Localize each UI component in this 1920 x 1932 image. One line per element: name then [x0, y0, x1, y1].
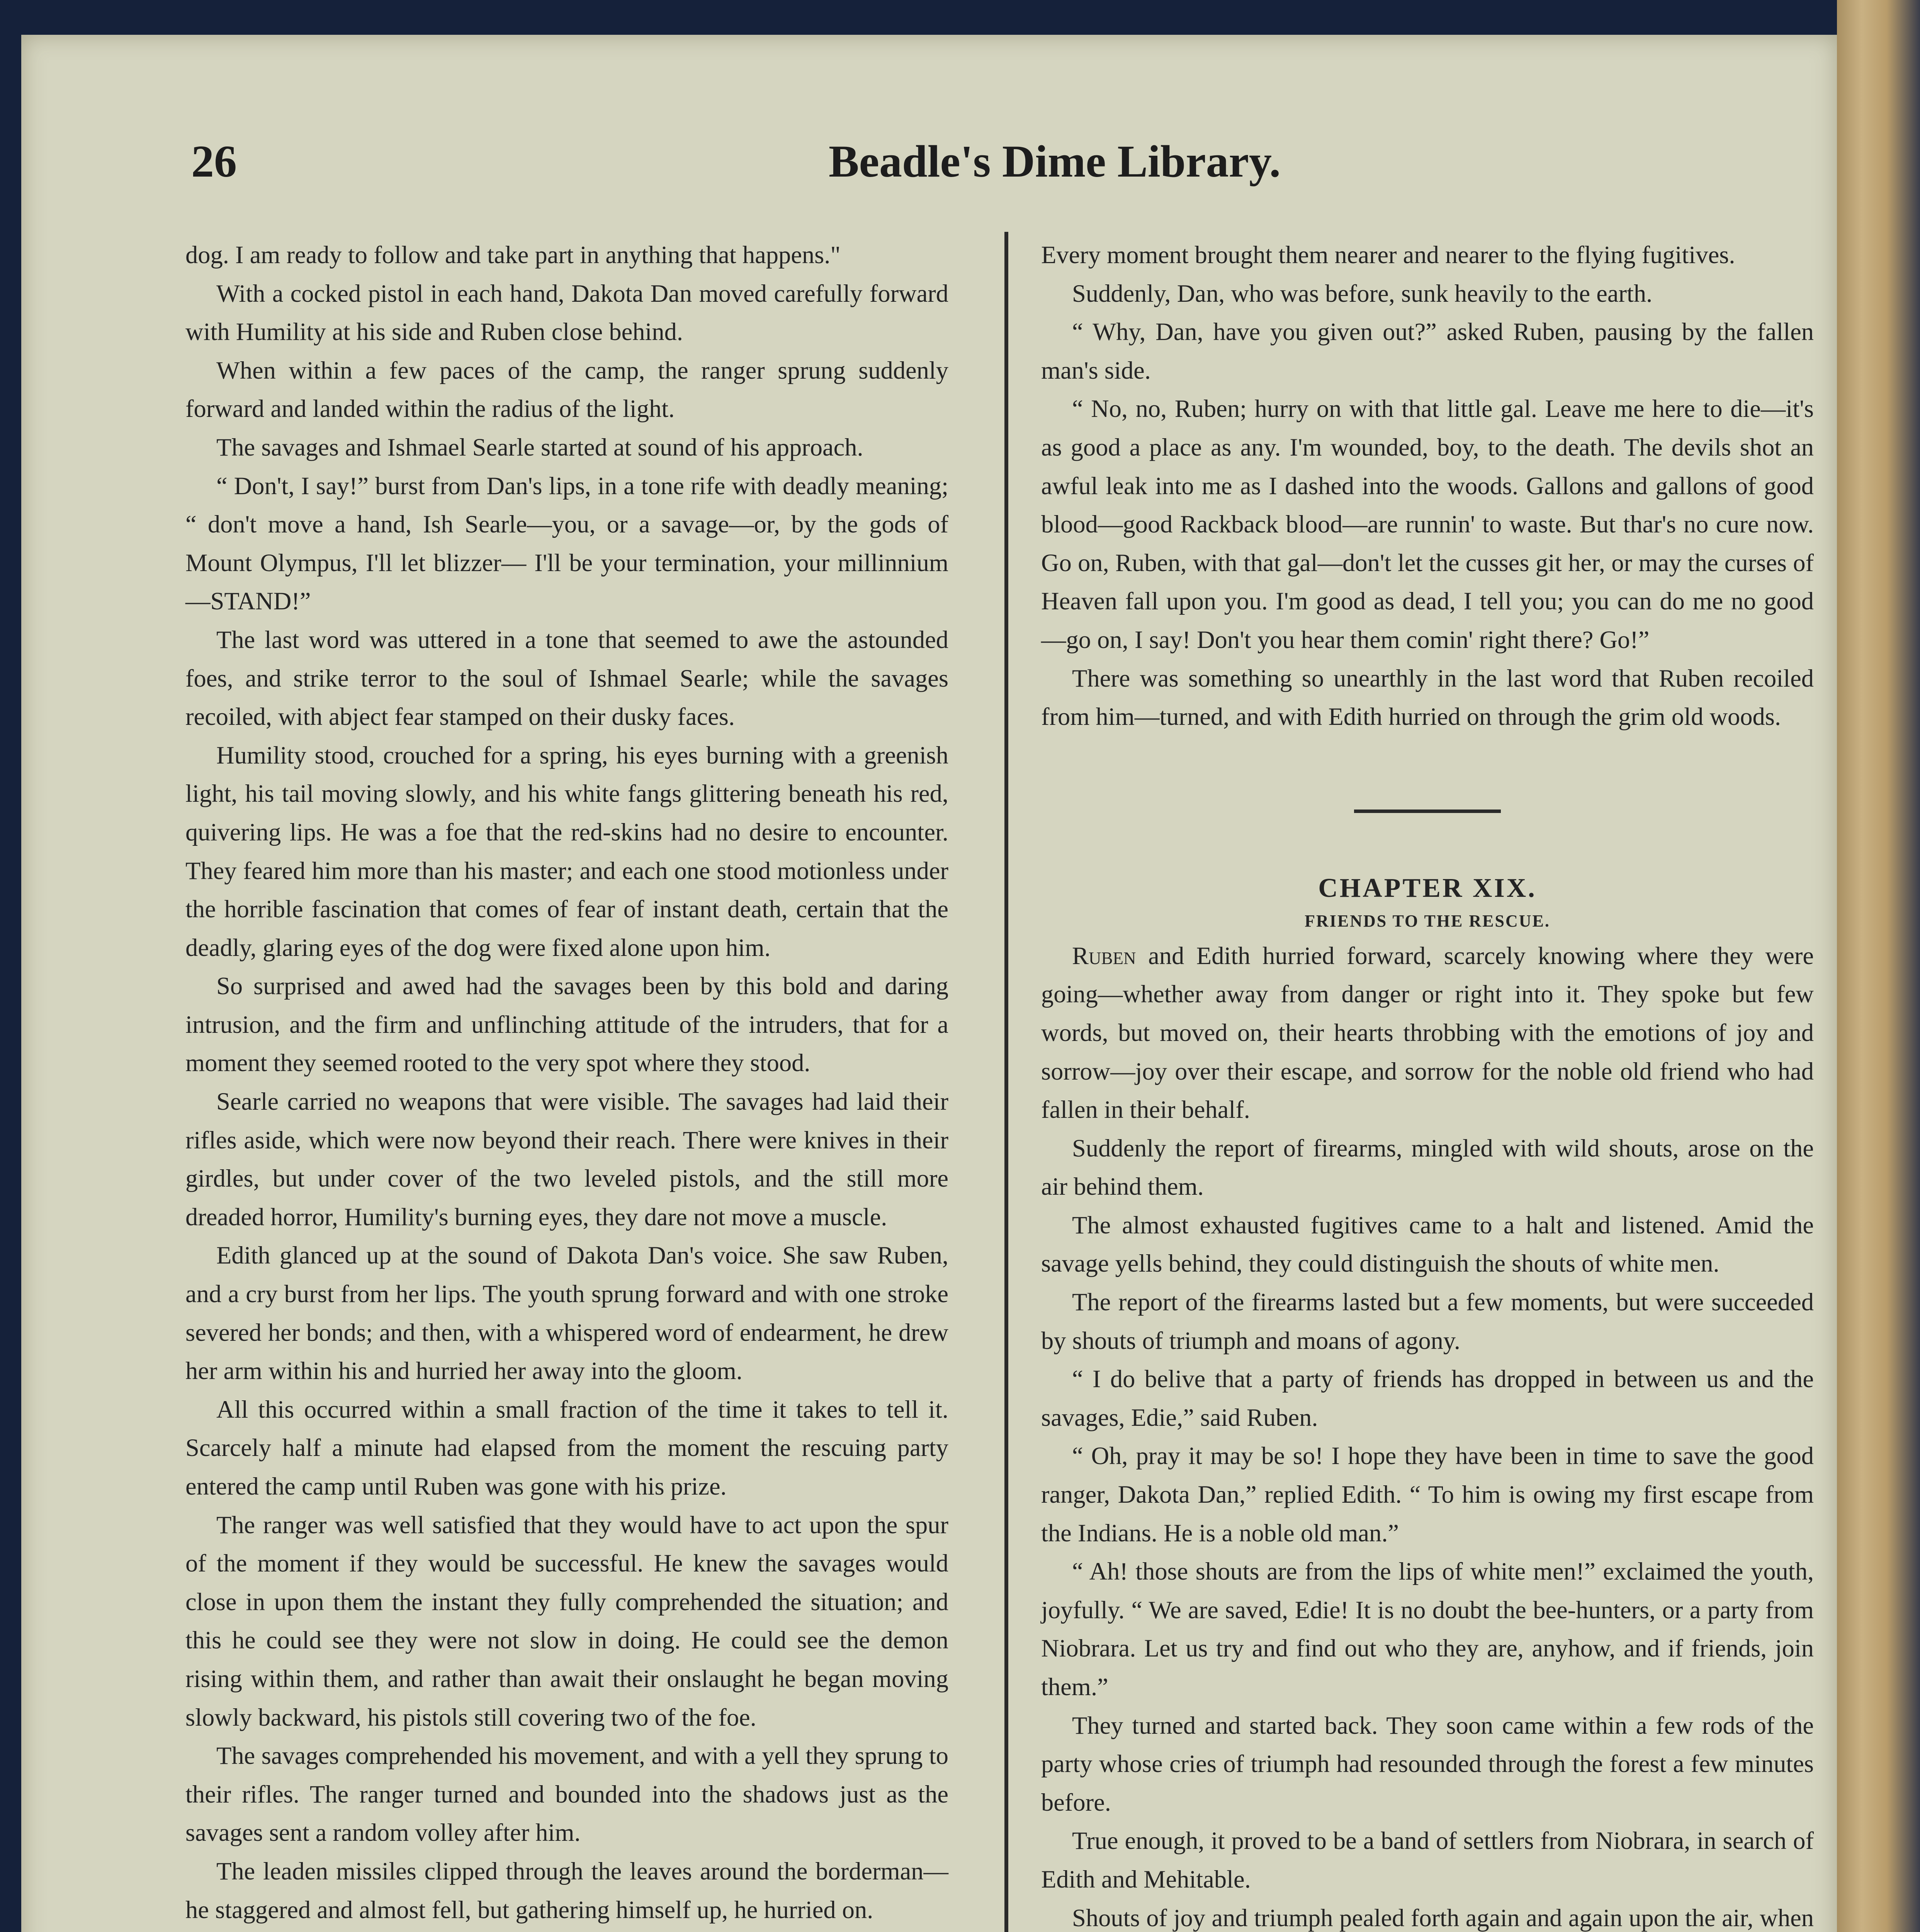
opening-word: Ruben — [1072, 942, 1136, 969]
left-column — [185, 236, 948, 1932]
paragraph: Suddenly, Dan, who was before, sunk heavily to the earth. — [1072, 279, 1653, 307]
paragraph: So surprised and awed had the savages been by this bold and daring intrusion, and the firm and unflinching attitude of the intruders, that for a moment they seemed rooted to the very spot where they stood. — [185, 972, 948, 1077]
chapter-rule — [1354, 810, 1501, 813]
paragraph: Every moment brought them nearer and nearer to the flying fugitives. — [1041, 241, 1735, 269]
paragraph: “ No, no, Ruben; hurry on with that little gal. Leave me here to die—it's as good a place as any. I'm wounded, boy, to the death. The devils shot an awful leak into me as I dashed into the woods. Gallons and gallons of good blood—good Rackback blood—are runnin' to waste. But thar's no cure now. Go on, Ruben, with that gal—don't let the cusses git her, or may the curses of Heaven fall upon you. I'm good as dead, I tell you; you can do me no good —go on, I say! Don't you hear them comin' right there? Go!” — [1041, 395, 1814, 653]
paragraph: The leaden missiles clipped through the leaves around the borderman—he staggered and almost fell, but gathering himself up, he hurried on. — [185, 1857, 948, 1923]
paragraph: “ Why, Dan, have you given out?” asked Ruben, pausing by the fallen man's side. — [1041, 318, 1814, 384]
page-number: 26 — [191, 136, 237, 187]
paragraph: The almost exhausted fugitives came to a halt and listened. Amid the savage yells behind, they could distinguish the shouts of white men. — [1041, 1211, 1814, 1277]
chapter-opening-paragraph — [1041, 937, 1814, 1129]
page — [21, 35, 1837, 1932]
paragraph: “ Don't, I say!” burst from Dan's lips, in a tone rife with deadly meaning; “ don't move a hand, Ish Searle—you, or a savage—or, by the gods of Mount Olympus, I'll let blizzer— I'll be your termination, your millinnium—STAND!” — [185, 472, 948, 615]
column-divider — [1004, 232, 1008, 1932]
paragraph: Suddenly the report of firearms, mingled with wild shouts, arose on the air behind them. — [1041, 1134, 1814, 1201]
paragraph: dog. I am ready to follow and take part in anything that happens." — [185, 241, 841, 269]
paragraph: The savages and Ishmael Searle started at sound of his approach. — [216, 433, 863, 461]
paragraph: Humility stood, crouched for a spring, his eyes burning with a greenish light, his tail moving slowly, and his white fangs glittering beneath his red, quivering lips. He was a foe that the red-skins had no desire to encounter. They feared him more than his master; and each one stood motionless under the horrible fascination that comes of fear of instant death, certain that the deadly, glaring eyes of the dog were fixed alone upon him. — [185, 741, 948, 961]
paragraph: True enough, it proved to be a band of settlers from Niobrara, in search of Edith and Mehitable. — [1041, 1827, 1814, 1893]
paragraph: The last word was uttered in a tone that seemed to awe the astounded foes, and strike terror to the soul of Ishmael Searle; while the savages recoiled, with abject fear stamped on their dusky faces. — [185, 626, 948, 731]
paragraph: They turned and started back. They soon came within a few rods of the party whose cries of triumph had resounded through the forest a few minutes before. — [1041, 1711, 1814, 1816]
paragraph: The savages comprehended his movement, and with a yell they sprung to their rifles. The ranger turned and bounded into the shadows just as the savages sent a random volley after him. — [185, 1742, 948, 1847]
paragraph: With a cocked pistol in each hand, Dakota Dan moved carefully forward with Humility at his side and Ruben close behind. — [185, 279, 948, 346]
book-spine-edge — [1837, 0, 1920, 1932]
opening-text: and Edith hurried forward, scarcely knowing where they were going—whether away from danger or right into it. They spoke but few words, but moved on, their hearts throbbing with the emotions of joy and sorrow—joy over their escape, and sorrow for the noble old friend who had fallen in their behalf. — [1041, 942, 1814, 1124]
paragraph: There was something so unearthly in the last word that Ruben recoiled from him—turned, and with Edith hurried on through the grim old woods. — [1041, 664, 1814, 731]
chapter-title: CHAPTER XIX. — [1318, 873, 1537, 903]
paragraph: “ Oh, pray it may be so! I hope they have been in time to save the good ranger, Dakota Dan,” replied Edith. “ To him is owing my first escape from the Indians. He is a noble old man.” — [1041, 1442, 1814, 1547]
chapter-subtitle: FRIENDS TO THE RESCUE. — [1305, 911, 1550, 930]
paragraph: When within a few paces of the camp, the ranger sprung suddenly forward and landed within the radius of the light. — [185, 356, 948, 423]
paragraph: Searle carried no weapons that were visible. The savages had laid their rifles aside, which were now beyond their reach. There were knives in their girdles, but under cover of the two leveled pistols, and the still more dreaded horror, Humility's burning eyes, they dare not move a muscle. — [185, 1088, 948, 1231]
paragraph: Edith glanced up at the sound of Dakota Dan's voice. She saw Ruben, and a cry burst from her lips. The youth sprung forward and with one stroke severed her bonds; and then, with a whispered word of endearment, he drew her arm within his and hurried her away into the gloom. — [185, 1242, 948, 1385]
paragraph — [185, 1929, 948, 1932]
right-column — [1041, 236, 1814, 1932]
paragraph: All this occurred within a small fraction of the time it takes to tell it. Scarcely half a minute had elapsed from the moment the rescuing party entered the camp until Ruben was gone with his prize. — [185, 1395, 948, 1500]
paragraph: “ I do belive that a party of friends has dropped in between us and the savages, Edie,” said Ruben. — [1041, 1365, 1814, 1431]
paragraph: The ranger was well satisfied that they would have to act upon the spur of the moment if they would be successful. He knew the savages would close in upon them the instant they fully comprehended the situation; and this he could see they were not slow in doing. He could see the demon rising within them, and rather than await their onslaught he began moving slowly backward, his pistols still covering two of the foe. — [185, 1511, 948, 1731]
paragraph: “ Ah! those shouts are from the lips of white men!” exclaimed the youth, joyfully. “ We are saved, Edie! It is no doubt the bee-hunters, or a party from Niobrara. Let us try and find out who they are, anyhow, and if friends, join them.” — [1041, 1558, 1814, 1701]
page-header — [21, 112, 1837, 213]
paragraph: The report of the firearms lasted but a few moments, but were succeeded by shouts of triumph and moans of agony. — [1041, 1288, 1814, 1354]
paragraph: Shouts of joy and triumph pealed forth again and again upon the air, when — [1072, 1904, 1814, 1932]
running-title: Beadle's Dime Library. — [828, 136, 1281, 187]
